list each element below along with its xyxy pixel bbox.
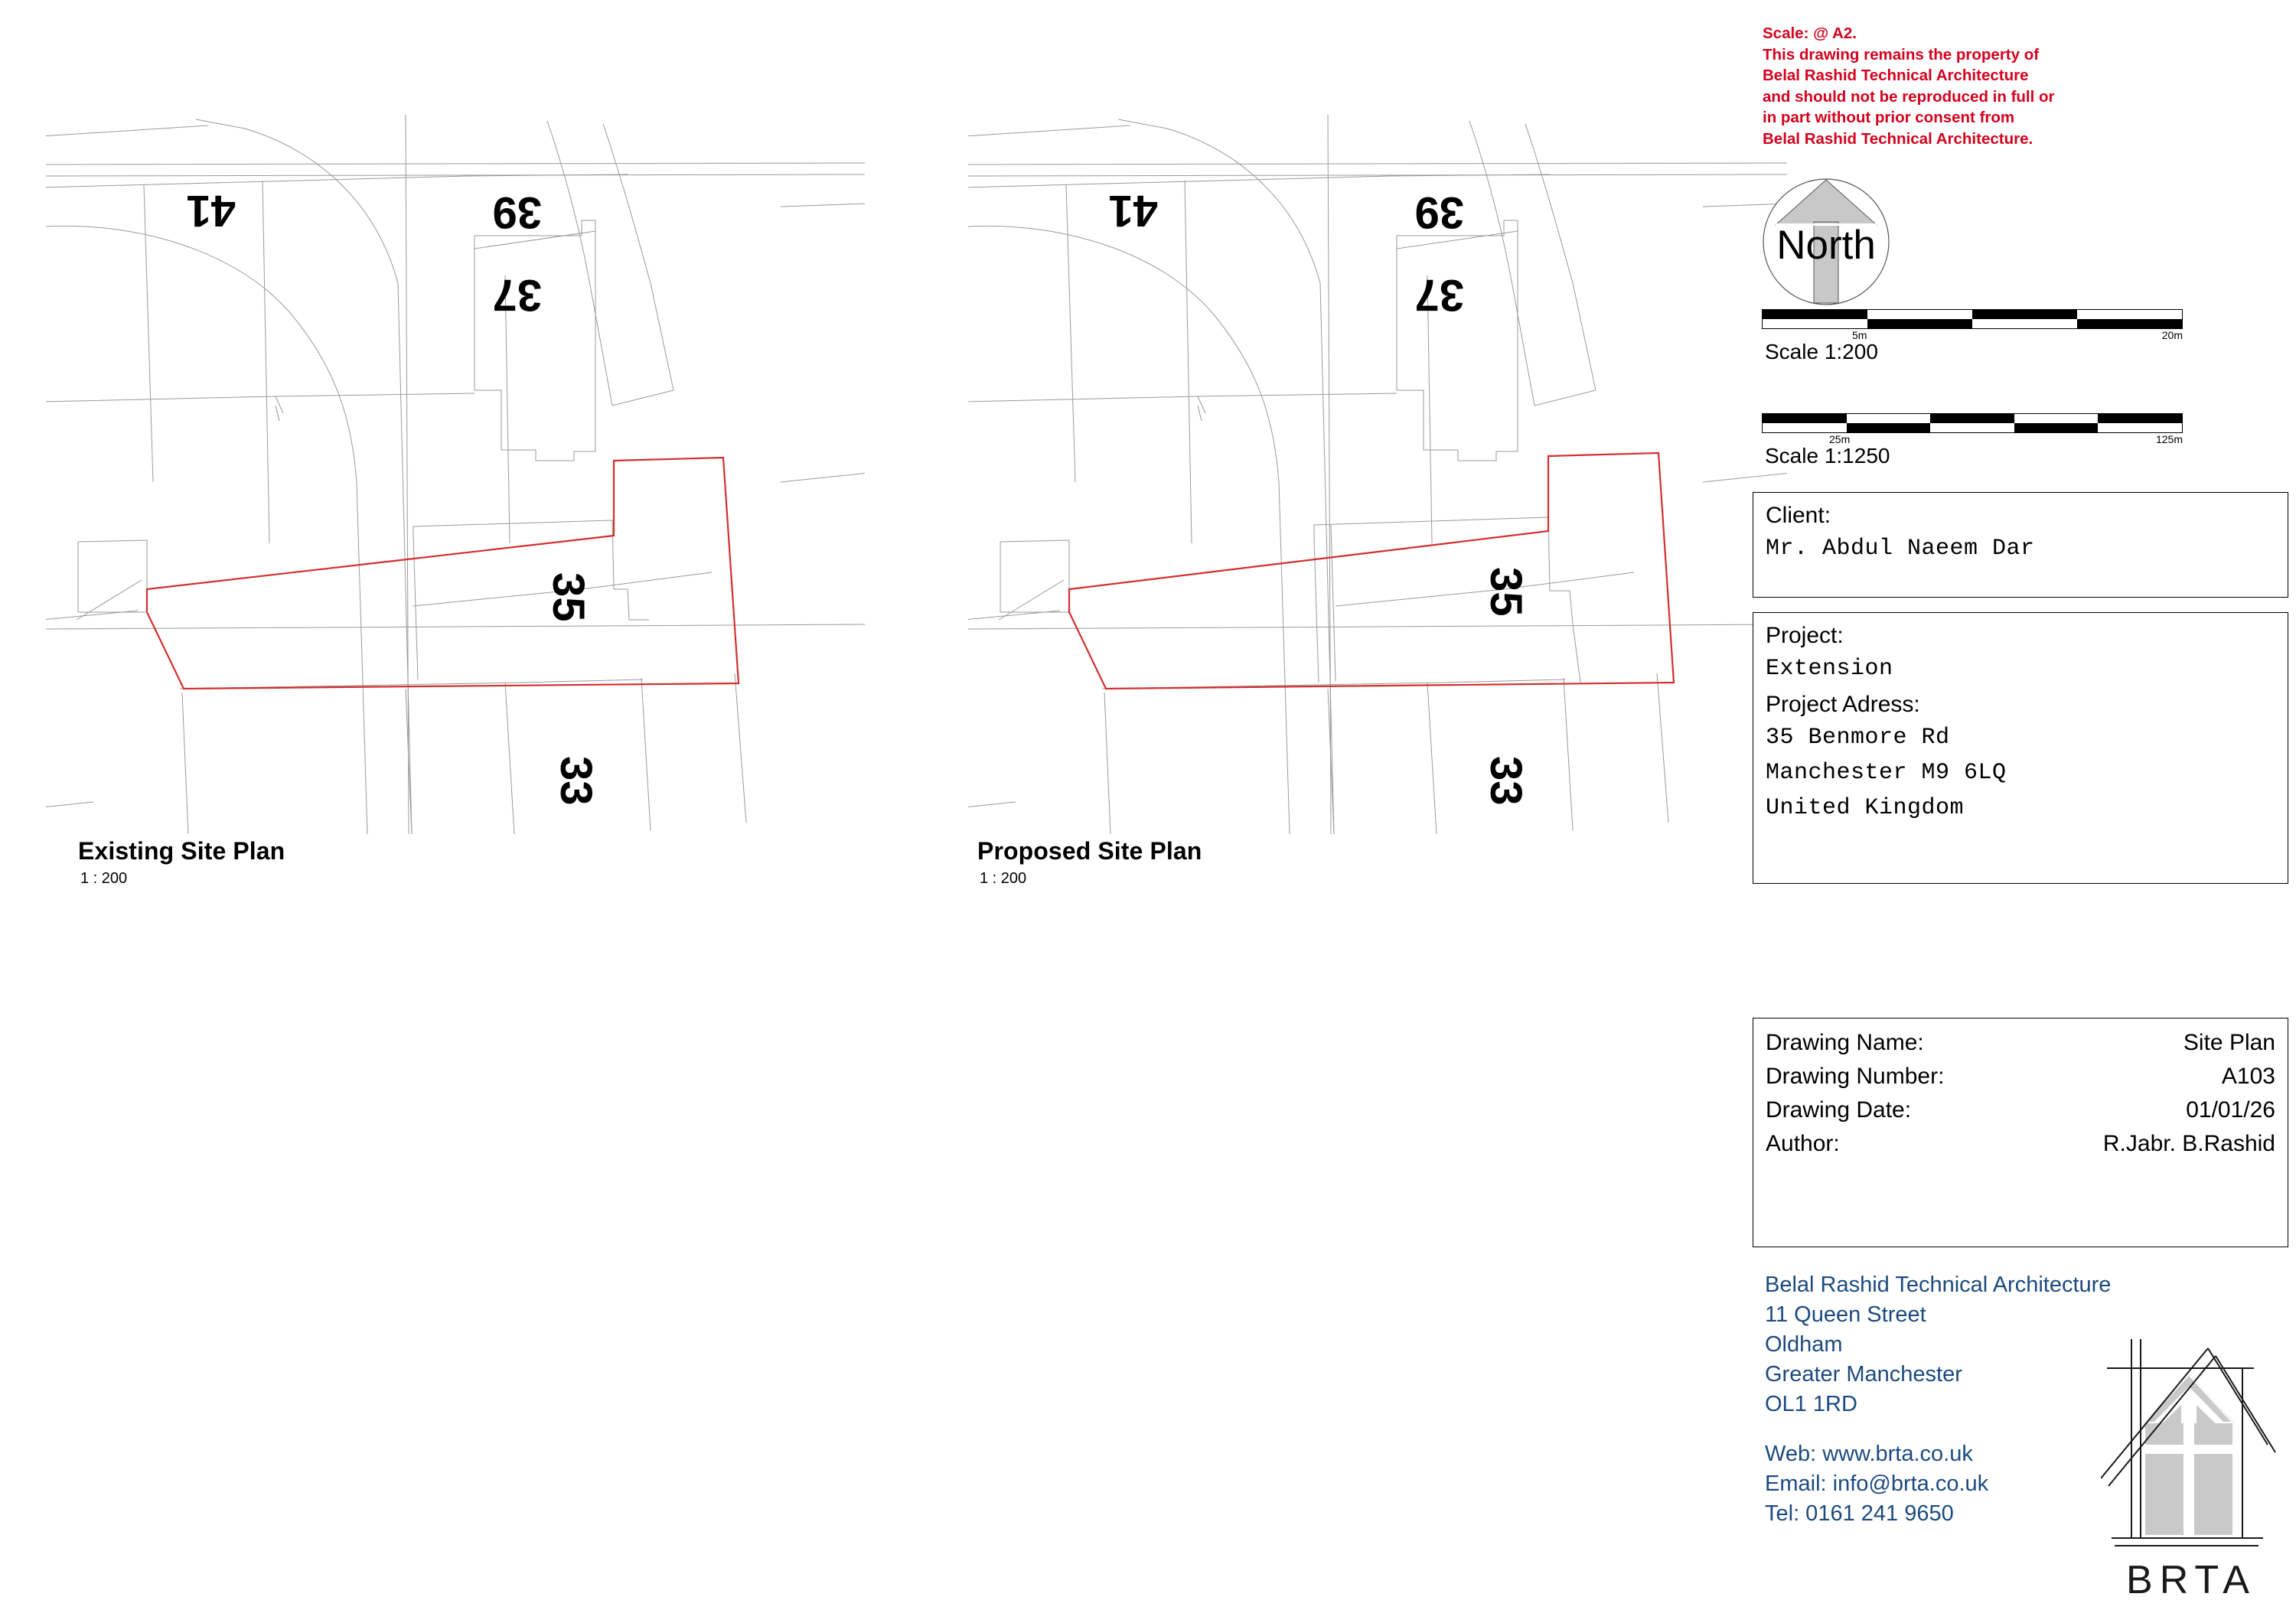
house-number-37: 37	[492, 270, 542, 320]
brta-logo	[2101, 1316, 2281, 1607]
company-town: Oldham	[1765, 1332, 1843, 1357]
copyright-line: This drawing remains the property of	[1763, 45, 2040, 64]
drawing-info-row	[1766, 1026, 2275, 1060]
author-label: Author:	[1766, 1131, 1840, 1156]
house-number-35: 35	[543, 572, 593, 622]
company-county: Greater Manchester	[1765, 1362, 1962, 1387]
client-label: Client:	[1766, 503, 1831, 528]
house-number-37: 37	[1414, 270, 1464, 320]
drawing-name-value: Site Plan	[2183, 1030, 2275, 1055]
drawing-name-label: Drawing Name:	[1766, 1030, 1924, 1055]
house-number-33: 33	[551, 756, 601, 806]
company-postcode: OL1 1RD	[1765, 1392, 1857, 1416]
project-value: Extension	[1766, 656, 1893, 682]
project-address-label: Project Adress:	[1766, 692, 1920, 717]
project-address-line: Manchester M9 6LQ	[1766, 760, 2007, 786]
copyright-line: Scale: @ A2.	[1763, 24, 1857, 42]
house-number-33: 33	[1481, 756, 1531, 806]
existing-plan-title: Existing Site Plan	[78, 837, 285, 865]
north-arrow	[1762, 178, 1890, 306]
company-name: Belal Rashid Technical Architecture	[1765, 1273, 2112, 1297]
house-number-41: 41	[186, 186, 236, 236]
drawing-number-label: Drawing Number:	[1766, 1064, 1945, 1089]
proposed-plan-scale: 1 : 200	[980, 870, 1027, 887]
client-value: Mr. Abdul Naeem Dar	[1766, 536, 2035, 562]
scale-bar-graphic	[1762, 413, 2183, 433]
copyright-line: Belal Rashid Technical Architecture	[1763, 67, 2029, 84]
proposed-site-plan-drawing	[968, 84, 1787, 834]
drawing-info-box	[1753, 1018, 2288, 1247]
scale-bar-graphic	[1762, 309, 2183, 329]
house-number-35: 35	[1481, 567, 1531, 617]
house-number-39: 39	[1414, 187, 1464, 237]
scale-bar-end-label: 125m	[2155, 433, 2183, 445]
house-number-41: 41	[1108, 186, 1158, 236]
project-address-line: United Kingdom	[1766, 795, 1965, 821]
drawing-date-label: Drawing Date:	[1766, 1097, 1912, 1123]
scale-bar-end-label: 20m	[2161, 329, 2183, 341]
drawing-info-row	[1766, 1127, 2275, 1161]
scale-caption-1250: Scale 1:1250	[1765, 444, 1890, 468]
project-label: Project:	[1766, 623, 1844, 648]
copyright-line: in part without prior consent from	[1763, 109, 2015, 126]
company-web[interactable]: Web: www.brta.co.uk	[1765, 1442, 1973, 1466]
drawing-info-row	[1766, 1060, 2275, 1093]
proposed-plan-title: Proposed Site Plan	[977, 837, 1202, 865]
scale-bar-start-label: 25m	[1829, 433, 1851, 445]
drawing-date-value: 01/01/26	[2186, 1097, 2275, 1123]
project-address-line: 35 Benmore Rd	[1766, 725, 1950, 751]
scale-caption-200: Scale 1:200	[1765, 340, 1878, 363]
author-value: R.Jabr. B.Rashid	[2102, 1131, 2275, 1156]
copyright-line: and should not be reproduced in full or	[1763, 87, 2055, 106]
company-street: 11 Queen Street	[1765, 1302, 1926, 1327]
client-box	[1753, 492, 2288, 598]
house-number-39: 39	[492, 187, 542, 237]
scale-bar-start-label: 5m	[1852, 329, 1867, 341]
existing-plan-scale: 1 : 200	[80, 870, 128, 887]
drawing-number-value: A103	[2221, 1064, 2275, 1089]
brta-logo-text: BRTA	[2126, 1558, 2256, 1602]
project-box	[1753, 612, 2288, 884]
existing-site-plan-drawing	[46, 84, 865, 834]
company-tel: Tel: 0161 241 9650	[1765, 1501, 1954, 1526]
north-arrow-label: North	[1776, 223, 1876, 268]
company-email[interactable]: Email: info@brta.co.uk	[1765, 1471, 1989, 1496]
copyright-notice	[1763, 23, 2191, 149]
drawing-info-row	[1766, 1093, 2275, 1127]
copyright-line: Belal Rashid Technical Architecture.	[1763, 129, 2033, 148]
